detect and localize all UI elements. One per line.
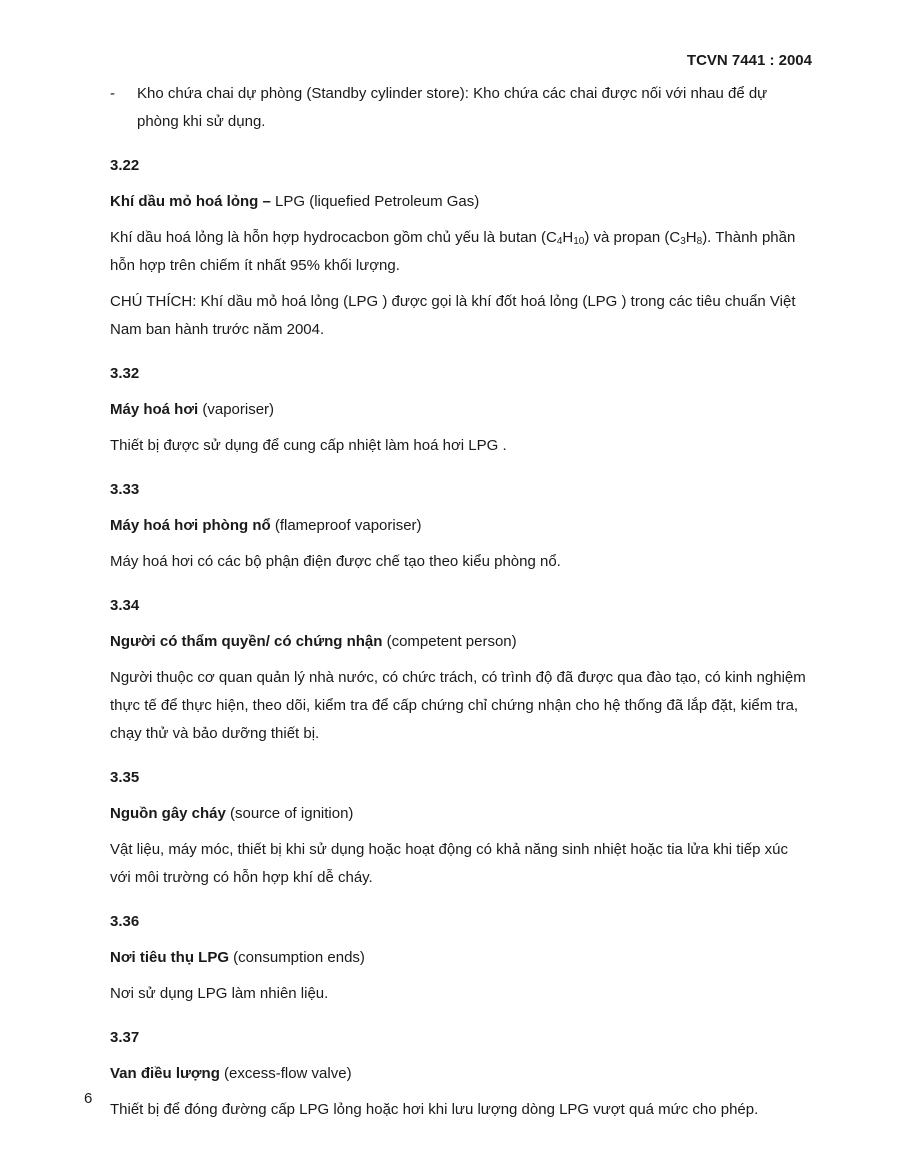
term-definition: Nơi sử dụng LPG làm nhiên liệu. (110, 985, 329, 1002)
term-heading (110, 396, 810, 424)
page-content (110, 80, 810, 1132)
page-number: 6 (84, 1090, 93, 1107)
term-definition: Người thuộc cơ quan quản lý nhà nước, có chức trách, có trình độ đã được qua đào tạo, có kinh nghiệm thực tế để thực hiện, theo dõi, kiểm tra để cấp chứng chỉ chứng nhận cho hệ thống đã lắp đặt, kiểm tra, chạy thử và bảo dưỡng thiết bị. (110, 669, 806, 742)
term-definition: Thiết bị để đóng đường cấp LPG lỏng hoặc hơi khi lưu lượng dòng LPG vượt quá mức cho phép. (110, 1101, 759, 1118)
subscript: 4 (556, 236, 563, 247)
term-name: Người có thẩm quyền/ có chứng nhận (110, 633, 383, 650)
term-definition: Máy hoá hơi có các bộ phận điện được chế tạo theo kiểu phòng nổ. (110, 553, 561, 570)
term-note: CHÚ THÍCH: Khí dầu mỏ hoá lỏng (LPG ) được gọi là khí đốt hoá lỏng (LPG ) trong các tiêu chuẩn Việt Nam ban hành trước năm 2004. (110, 293, 796, 338)
definition-text: H (562, 229, 574, 246)
section-number: 3.37 (110, 1029, 140, 1046)
section-number: 3.35 (110, 769, 140, 786)
bullet-dash: - (110, 85, 115, 102)
term-english: (flameproof vaporiser) (270, 517, 422, 534)
list-item-text: Kho chứa chai dự phòng (Standby cylinder store): Kho chứa các chai được nối với nhau để dự phòng khi sử dụng. (137, 85, 768, 130)
section-number: 3.33 (110, 481, 140, 498)
term-heading (110, 628, 810, 656)
term-heading (110, 512, 810, 540)
term-english: LPG (liquefied Petroleum Gas) (270, 193, 480, 210)
subscript: 10 (573, 236, 585, 247)
section-number: 3.36 (110, 913, 140, 930)
term-heading (110, 1060, 810, 1088)
term-english: (vaporiser) (198, 401, 275, 418)
term-definition: Thiết bị được sử dụng để cung cấp nhiệt làm hoá hơi LPG . (110, 437, 507, 454)
term-definition: Vật liệu, máy móc, thiết bị khi sử dụng hoặc hoạt động có khả năng sinh nhiệt hoặc tia lửa khi tiếp xúc với môi trường có hỗn hợp khí dễ cháy. (110, 841, 788, 886)
term-english: (source of ignition) (225, 805, 354, 822)
list-item (110, 80, 810, 136)
definition-text: H (685, 229, 697, 246)
term-heading (110, 800, 810, 828)
section-number: 3.32 (110, 365, 140, 382)
definition-text: ). Thành phần hỗn hợp trên chiếm ít nhất 95% khối lượng. (110, 229, 796, 274)
document-header: TCVN 7441 : 2004 (686, 52, 812, 69)
term-name: Nơi tiêu thụ LPG (110, 949, 229, 966)
term-name: Van điều lượng (110, 1065, 220, 1082)
term-english: (excess-flow valve) (219, 1065, 352, 1082)
subscript: 8 (696, 236, 703, 247)
term-name: Máy hoá hơi (110, 401, 199, 418)
section-number: 3.22 (110, 157, 140, 174)
term-name: Nguồn gây cháy (110, 805, 226, 822)
definition-text: ) và propan (C (584, 229, 681, 246)
term-heading (110, 944, 810, 972)
subscript: 3 (680, 236, 686, 247)
term-heading (110, 188, 810, 216)
term-name: Máy hoá hơi phòng nổ (110, 517, 271, 534)
term-definition (110, 224, 810, 280)
term-english: (competent person) (382, 633, 517, 650)
section-number: 3.34 (110, 597, 140, 614)
term-name: Khí dầu mỏ hoá lỏng – (110, 193, 271, 210)
definition-text: Khí dầu hoá lỏng là hỗn hợp hydrocacbon gồm chủ yếu là butan (C (110, 229, 557, 246)
term-english: (consumption ends) (229, 949, 365, 966)
